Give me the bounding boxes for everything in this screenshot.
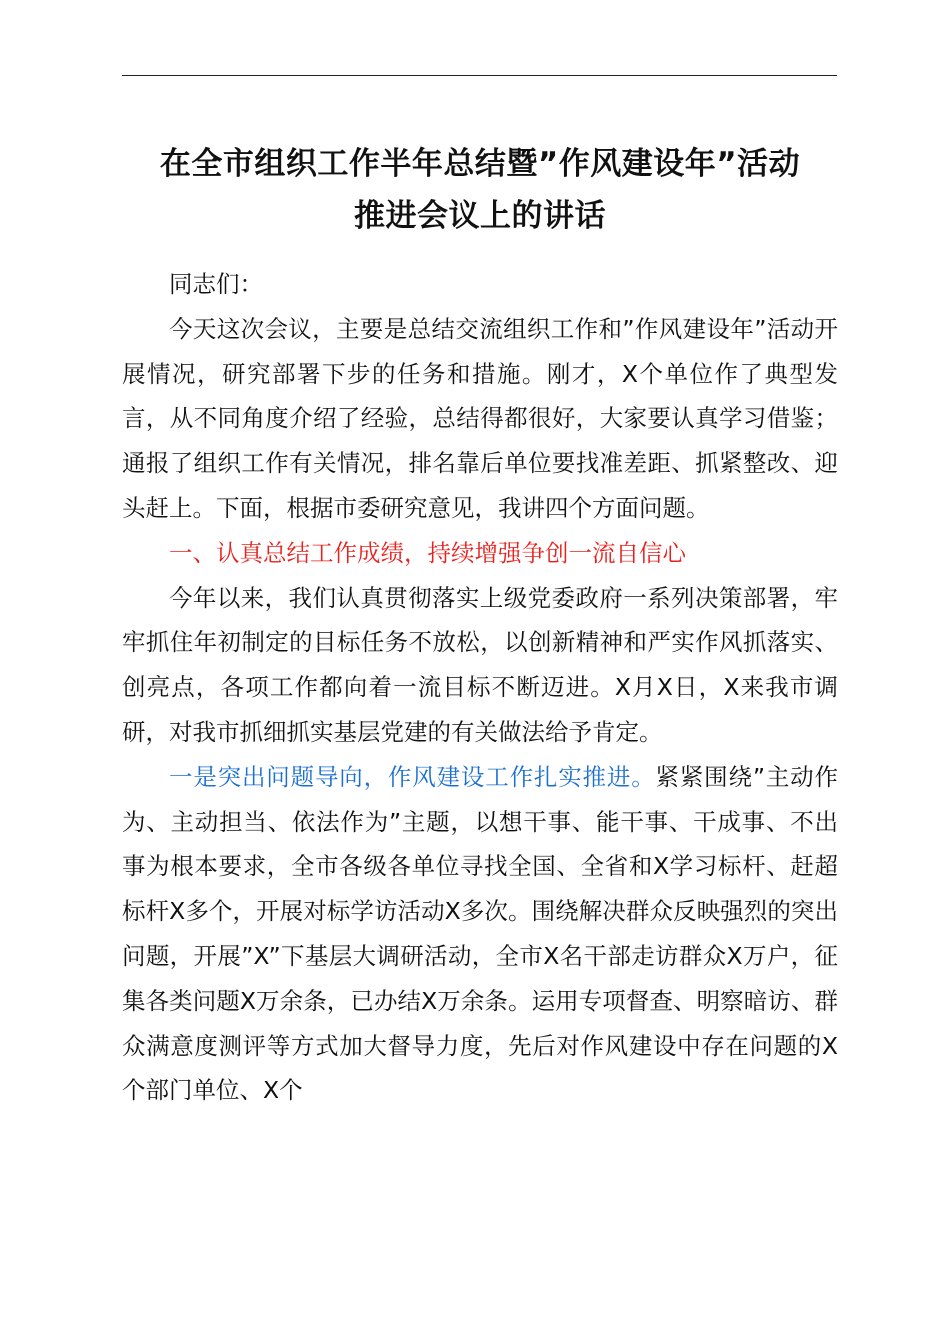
paragraph-point-1 <box>122 755 838 1113</box>
title-line-1: 在全市组织工作半年总结暨”作风建设年”活动 <box>159 146 801 182</box>
point-body-1: 紧紧围绕”主动作为、主动担当、依法作为”主题，以想干事、能干事、干成事、不出事为根本要求，全市各级各单位寻找全国、全省和X学习标杆、赶超标杆X多个，开展对标学访活动X多次。围绕解决群众反映强烈的突出问题，开展”X”下基层大调研活动，全市X名干部走访群众X万户，征集各类问题X万余条，已办结X万余条。运用专项督查、明察暗访、群众满意度测评等方式加大督导力度，先后对作风建设中存在问题的X个部门单位、X个 <box>122 762 838 1105</box>
title-line-2: 推进会议上的讲话 <box>354 198 606 234</box>
document-body <box>122 262 838 1113</box>
document-title <box>110 138 850 242</box>
section-heading-1: 一、认真总结工作成绩，持续增强争创一流自信心 <box>169 538 686 567</box>
salutation: 同志们： <box>169 270 263 298</box>
paragraph-achievements: 今年以来，我们认真贯彻落实上级党委政府一系列决策部署，牢牢抓住年初制定的目标任务不放松，以创新精神和严实作风抓落实、创亮点，各项工作都向着一流目标不断迈进。X月X日，X来我市调研，对我市抓细抓实基层党建的有关做法给予肯定。 <box>122 583 838 746</box>
paragraph-intro: 今天这次会议，主要是总结交流组织工作和”作风建设年”活动开展情况，研究部署下步的任务和措施。刚才，X个单位作了典型发言，从不同角度介绍了经验，总结得都很好，大家要认真学习借鉴；通报了组织工作有关情况，排名靠后单位要找准差距、抓紧整改、迎头赶上。下面，根据市委研究意见，我讲四个方面问题。 <box>122 314 838 522</box>
point-heading-1: 一是突出问题导向，作风建设工作扎实推进。 <box>169 762 656 791</box>
header-rule <box>122 75 837 76</box>
